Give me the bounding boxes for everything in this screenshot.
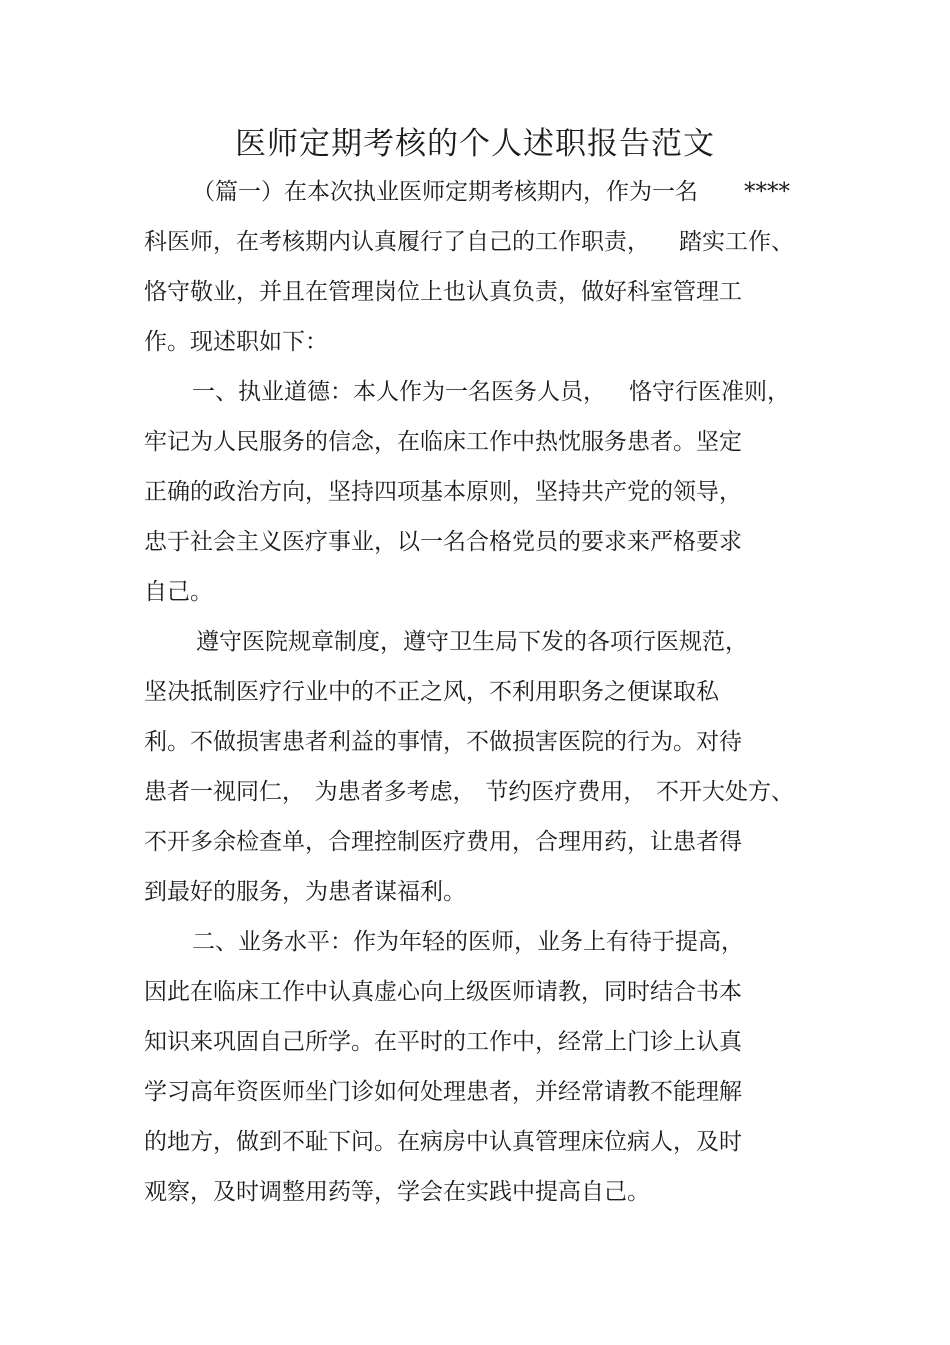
intro-line-3: 恪守敬业，并且在管理岗位上也认真负责，做好科室管理工	[144, 279, 742, 305]
paragraph2-line-5: 不开多余检查单，合理控制医疗费用，合理用药，让患者得	[144, 829, 742, 855]
paragraph2-line-4-seg-3: 节约医疗费用，	[485, 779, 647, 805]
section1-line-1-tail: 恪守行医准则，	[629, 379, 790, 405]
section1-line-5: 自己。	[144, 579, 213, 605]
paragraph2-line-4-seg-4: 不开大处方、	[655, 779, 794, 805]
section1-line-3: 正确的政治方向，坚持四项基本原则，坚持共产党的领导，	[144, 479, 742, 505]
section2-line-6: 观察，及时调整用药等，学会在实践中提高自己。	[144, 1179, 650, 1205]
intro-line-1	[192, 173, 790, 211]
intro-line-1-text: （篇一）在本次执业医师定期考核期内，作为一名	[192, 179, 698, 205]
intro-line-2	[144, 223, 794, 261]
section2-line-2: 因此在临床工作中认真虚心向上级医师请教，同时结合书本	[144, 979, 742, 1005]
section2-line-5: 的地方，做到不耻下问。在病房中认真管理床位病人，及时	[144, 1129, 742, 1155]
section2-line-3: 知识来巩固自己所学。在平时的工作中，经常上门诊上认真	[144, 1029, 742, 1055]
document-title: 医师定期考核的个人述职报告范文	[235, 126, 715, 162]
paragraph2-line-4	[144, 773, 794, 811]
intro-line-2-text: 科医师，在考核期内认真履行了自己的工作职责，	[144, 229, 650, 255]
section2-line-4: 学习高年资医师坐门诊如何处理患者，并经常请教不能理解	[144, 1079, 742, 1105]
paragraph2-line-3: 利。不做损害患者利益的事情，不做损害医院的行为。对待	[144, 729, 742, 755]
paragraph2-line-2: 坚决抵制医疗行业中的不正之风，不利用职务之便谋取私	[144, 679, 719, 705]
section2-line-1: 二、业务水平：作为年轻的医师，业务上有待于提高，	[192, 929, 744, 955]
paragraph2-line-4-seg-1: 患者一视同仁，	[144, 779, 305, 805]
section1-line-4: 忠于社会主义医疗事业，以一名合格党员的要求来严格要求	[144, 529, 742, 555]
intro-line-4: 作。现述职如下：	[144, 329, 328, 355]
section1-line-2: 牢记为人民服务的信念，在临床工作中热忱服务患者。坚定	[144, 429, 742, 455]
intro-placeholder-stars: ****	[744, 179, 790, 205]
section1-heading-text: 一、执业道德：本人作为一名医务人员，	[192, 379, 606, 405]
paragraph2-line-6: 到最好的服务，为患者谋福利。	[144, 879, 466, 905]
paragraph2-line-1: 遵守医院规章制度，遵守卫生局下发的各项行医规范，	[196, 629, 748, 655]
intro-line-2-tail: 踏实工作、	[679, 229, 794, 255]
section1-line-1	[192, 373, 790, 411]
paragraph2-line-4-seg-2: 为患者多考虑，	[314, 779, 476, 805]
